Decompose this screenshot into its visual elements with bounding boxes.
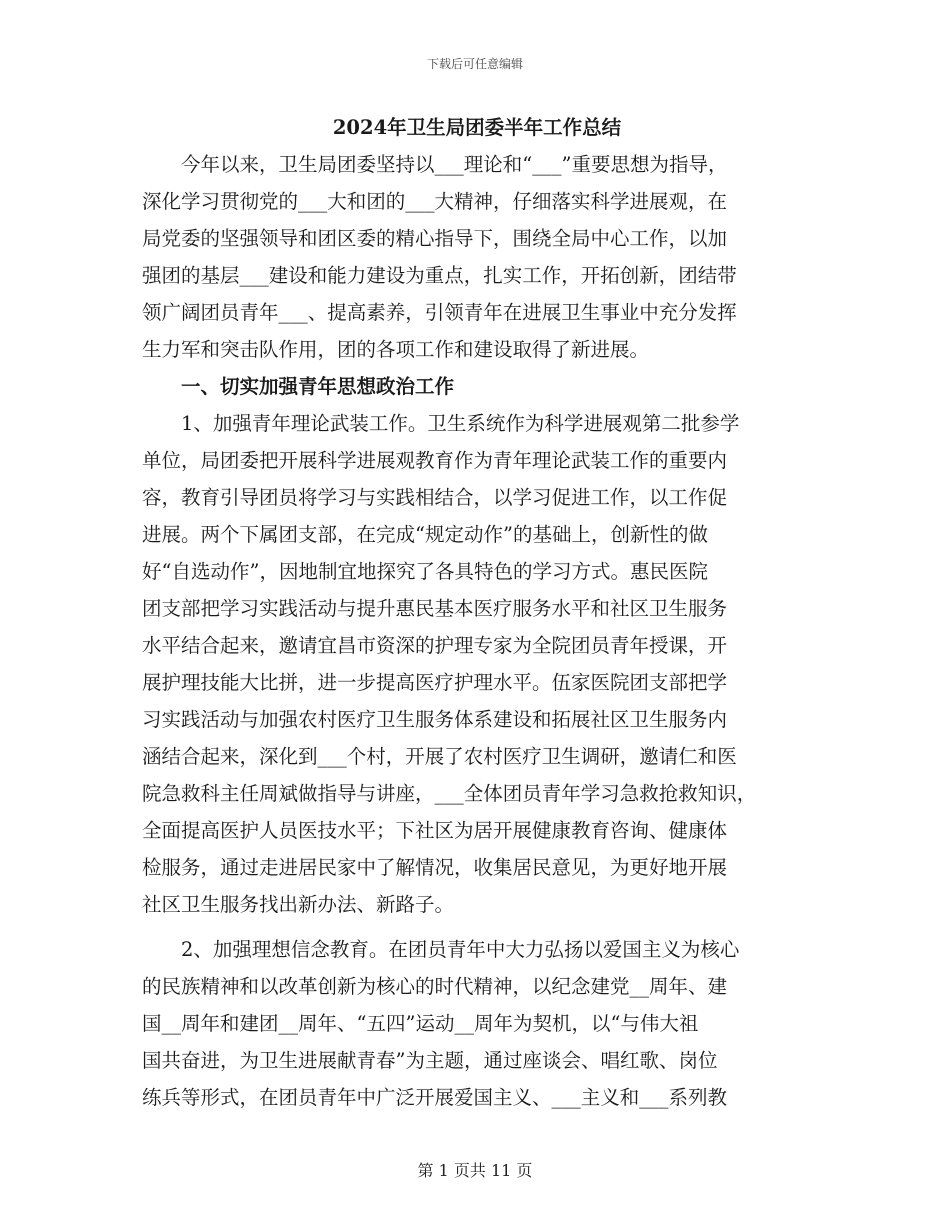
page-footer: 第 1 页共 11 页: [417, 1161, 533, 1180]
paragraph-2: [142, 931, 812, 1116]
paragraph-line: 好“自选动作”，因地制宜地探究了各具特色的学习方式。惠民医院: [142, 560, 708, 583]
paragraph-line: 2、加强理想信念教育。在团员青年中大力弘扬以爱国主义为核心: [181, 938, 740, 961]
document-body: [142, 110, 812, 1116]
intro-paragraph: [142, 146, 812, 368]
paragraph-line: 院急救科主任周斌做指导与讲座，___全体团员青年学习急救抢救知识，: [142, 782, 757, 805]
header-note: 下载后可任意编辑: [426, 57, 523, 71]
paragraph-gap: [142, 923, 812, 931]
intro-line: 今年以来，卫生局团委坚持以___理论和“___”重要思想为指导，: [181, 153, 728, 176]
paragraph-line: 练兵等形式，在团员青年中广泛开展爱国主义、___主义和___系列教: [142, 1086, 728, 1109]
paragraph-line: 团支部把学习实践活动与提升惠民基本医疗服务水平和社区卫生服务: [142, 597, 728, 620]
paragraph-line: 容，教育引导团员将学习与实践相结合，以学习促进工作，以工作促: [142, 486, 728, 509]
paragraph-line: 1、加强青年理论武装工作。卫生系统作为科学进展观第二批参学: [181, 412, 740, 435]
paragraph-line: 的民族精神和以改革创新为核心的时代精神，以纪念建党__周年、建: [142, 975, 728, 998]
intro-line: 深化学习贯彻党的___大和团的___大精神，仔细落实科学进展观，在: [142, 190, 728, 213]
paragraph-line: 进展。两个下属团支部，在完成“规定动作”的基础上，创新性的做: [142, 523, 708, 546]
paragraph-line: 水平结合起来，邀请宜昌市资深的护理专家为全院团员青年授课，开: [142, 634, 728, 657]
paragraph-line: 社区卫生服务找出新办法、新路子。: [142, 893, 455, 916]
paragraph-line: 国共奋进，为卫生进展献青春”为主题，通过座谈会、唱红歌、岗位: [142, 1049, 718, 1072]
paragraph-line: 展护理技能大比拼，进一步提高医疗护理水平。伍家医院团支部把学: [142, 671, 728, 694]
section-heading: 一、切实加强青年思想政治工作: [181, 375, 455, 398]
paragraph-line: 单位，局团委把开展科学进展观教育作为青年理论武装工作的重要内: [142, 449, 728, 472]
paragraph-1: [142, 405, 812, 923]
paragraph-line: 涵结合起来，深化到___个村，开展了农村医疗卫生调研，邀请仁和医: [142, 745, 737, 768]
paragraph-line: 习实践活动与加强农村医疗卫生服务体系建设和拓展社区卫生服务内: [142, 708, 728, 731]
paragraph-line: 国__周年和建团__周年、“五四”运动__周年为契机，以“与伟大祖: [142, 1012, 699, 1035]
intro-line: 生力军和突击队作用，团的各项工作和建设取得了新进展。: [142, 338, 650, 361]
intro-line: 强团的基层___建设和能力建设为重点，扎实工作，开拓创新，团结带: [142, 264, 737, 287]
paragraph-line: 检服务，通过走进居民家中了解情况，收集居民意见，为更好地开展: [142, 856, 728, 879]
paragraph-line: 全面提高医护人员医技水平；下社区为居开展健康教育咨询、健康体: [142, 819, 728, 842]
intro-line: 领广阔团员青年___、提高素养，引领青年在进展卫生事业中充分发挥: [142, 301, 737, 324]
document-title: 2024年卫生局团委半年工作总结: [332, 116, 622, 139]
intro-line: 局党委的坚强领导和团区委的精心指导下，围绕全局中心工作，以加: [142, 227, 728, 250]
